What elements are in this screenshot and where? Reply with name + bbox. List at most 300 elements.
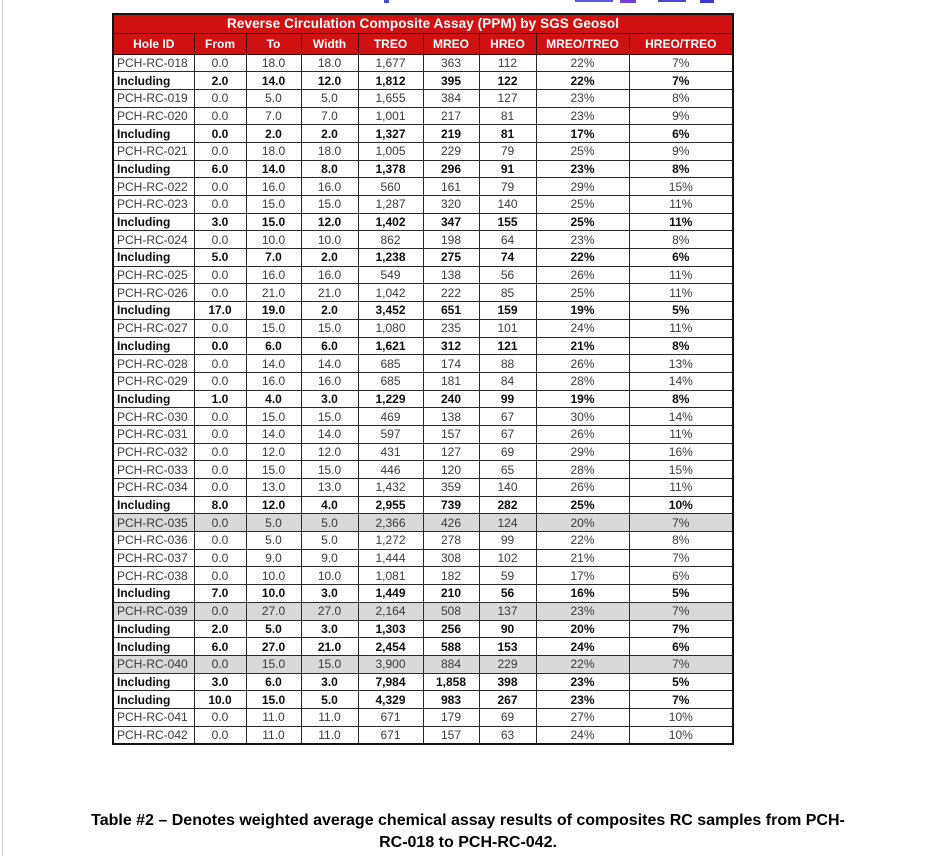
value-cell: 64 <box>479 231 536 249</box>
value-cell: 588 <box>423 638 479 656</box>
value-cell: 112 <box>479 54 536 72</box>
value-cell: 79 <box>479 178 536 196</box>
hole-id-cell: PCH-RC-040 <box>113 655 194 673</box>
value-cell: 1,080 <box>358 319 423 337</box>
value-cell: 27.0 <box>301 602 358 620</box>
table-row <box>113 691 733 709</box>
value-cell: 69 <box>479 708 536 726</box>
value-cell: 26% <box>536 479 629 497</box>
value-cell: 9.0 <box>301 549 358 567</box>
hole-id-cell: Including <box>113 72 194 90</box>
table-row <box>113 142 733 160</box>
value-cell: 308 <box>423 549 479 567</box>
value-cell: 0.0 <box>194 196 246 214</box>
cropped-text-artifact <box>658 0 686 2</box>
column-header-hole-id: Hole ID <box>113 33 194 54</box>
value-cell: 11.0 <box>246 708 301 726</box>
value-cell: 23% <box>536 602 629 620</box>
value-cell: 8.0 <box>194 496 246 514</box>
value-cell: 81 <box>479 107 536 125</box>
value-cell: 22% <box>536 54 629 72</box>
value-cell: 23% <box>536 107 629 125</box>
hole-id-cell: PCH-RC-029 <box>113 372 194 390</box>
value-cell: 1,238 <box>358 249 423 267</box>
value-cell: 8% <box>629 337 733 355</box>
value-cell: 1,812 <box>358 72 423 90</box>
value-cell: 398 <box>479 673 536 691</box>
hole-id-cell: PCH-RC-023 <box>113 196 194 214</box>
value-cell: 3,900 <box>358 655 423 673</box>
value-cell: 21% <box>536 337 629 355</box>
value-cell: 17% <box>536 125 629 143</box>
value-cell: 0.0 <box>194 355 246 373</box>
value-cell: 29% <box>536 443 629 461</box>
hole-id-cell: PCH-RC-025 <box>113 266 194 284</box>
value-cell: 12.0 <box>246 443 301 461</box>
value-cell: 6.0 <box>194 638 246 656</box>
table-row <box>113 213 733 231</box>
value-cell: 296 <box>423 160 479 178</box>
value-cell: 18.0 <box>301 142 358 160</box>
value-cell: 161 <box>423 178 479 196</box>
value-cell: 9% <box>629 107 733 125</box>
value-cell: 15% <box>629 461 733 479</box>
value-cell: 1,621 <box>358 337 423 355</box>
hole-id-cell: PCH-RC-019 <box>113 89 194 107</box>
hole-id-cell: Including <box>113 638 194 656</box>
value-cell: 11.0 <box>301 708 358 726</box>
value-cell: 26% <box>536 266 629 284</box>
value-cell: 5.0 <box>194 249 246 267</box>
value-cell: 671 <box>358 726 423 744</box>
value-cell: 347 <box>423 213 479 231</box>
table-row <box>113 337 733 355</box>
value-cell: 15.0 <box>301 196 358 214</box>
table-row <box>113 532 733 550</box>
value-cell: 1,229 <box>358 390 423 408</box>
value-cell: 384 <box>423 89 479 107</box>
value-cell: 25% <box>536 496 629 514</box>
value-cell: 18.0 <box>246 142 301 160</box>
value-cell: 5% <box>629 302 733 320</box>
column-header-treo: TREO <box>358 33 423 54</box>
value-cell: 22% <box>536 532 629 550</box>
value-cell: 99 <box>479 532 536 550</box>
hole-id-cell: PCH-RC-034 <box>113 479 194 497</box>
value-cell: 508 <box>423 602 479 620</box>
value-cell: 11% <box>629 425 733 443</box>
value-cell: 5.0 <box>246 514 301 532</box>
value-cell: 983 <box>423 691 479 709</box>
value-cell: 140 <box>479 196 536 214</box>
value-cell: 6% <box>629 125 733 143</box>
value-cell: 10% <box>629 726 733 744</box>
value-cell: 16.0 <box>246 178 301 196</box>
value-cell: 0.0 <box>194 408 246 426</box>
value-cell: 10.0 <box>301 231 358 249</box>
value-cell: 182 <box>423 567 479 585</box>
hole-id-cell: PCH-RC-035 <box>113 514 194 532</box>
value-cell: 2.0 <box>301 249 358 267</box>
value-cell: 11.0 <box>301 726 358 744</box>
value-cell: 217 <box>423 107 479 125</box>
value-cell: 15.0 <box>246 408 301 426</box>
value-cell: 7% <box>629 72 733 90</box>
value-cell: 27.0 <box>246 638 301 656</box>
value-cell: 69 <box>479 443 536 461</box>
value-cell: 65 <box>479 461 536 479</box>
table-row <box>113 355 733 373</box>
table-row <box>113 514 733 532</box>
value-cell: 127 <box>423 443 479 461</box>
value-cell: 99 <box>479 390 536 408</box>
value-cell: 5.0 <box>301 514 358 532</box>
value-cell: 157 <box>423 726 479 744</box>
value-cell: 10% <box>629 708 733 726</box>
value-cell: 84 <box>479 372 536 390</box>
value-cell: 549 <box>358 266 423 284</box>
table-row <box>113 390 733 408</box>
hole-id-cell: PCH-RC-039 <box>113 602 194 620</box>
value-cell: 23% <box>536 160 629 178</box>
hole-id-cell: PCH-RC-027 <box>113 319 194 337</box>
value-cell: 28% <box>536 372 629 390</box>
value-cell: 21% <box>536 549 629 567</box>
value-cell: 1,005 <box>358 142 423 160</box>
value-cell: 101 <box>479 319 536 337</box>
value-cell: 127 <box>479 89 536 107</box>
value-cell: 15% <box>629 178 733 196</box>
value-cell: 9% <box>629 142 733 160</box>
value-cell: 0.0 <box>194 319 246 337</box>
value-cell: 120 <box>423 461 479 479</box>
value-cell: 153 <box>479 638 536 656</box>
value-cell: 1,858 <box>423 673 479 691</box>
value-cell: 8.0 <box>301 160 358 178</box>
table-row <box>113 585 733 603</box>
hole-id-cell: PCH-RC-042 <box>113 726 194 744</box>
value-cell: 21.0 <box>246 284 301 302</box>
value-cell: 15.0 <box>301 655 358 673</box>
value-cell: 6.0 <box>246 337 301 355</box>
value-cell: 0.0 <box>194 125 246 143</box>
value-cell: 1,449 <box>358 585 423 603</box>
value-cell: 10.0 <box>194 691 246 709</box>
value-cell: 15.0 <box>301 408 358 426</box>
value-cell: 16.0 <box>246 266 301 284</box>
value-cell: 14% <box>629 408 733 426</box>
value-cell: 4.0 <box>246 390 301 408</box>
value-cell: 14.0 <box>246 425 301 443</box>
value-cell: 85 <box>479 284 536 302</box>
value-cell: 222 <box>423 284 479 302</box>
value-cell: 235 <box>423 319 479 337</box>
value-cell: 431 <box>358 443 423 461</box>
hole-id-cell: PCH-RC-031 <box>113 425 194 443</box>
table-row <box>113 54 733 72</box>
hole-id-cell: PCH-RC-018 <box>113 54 194 72</box>
value-cell: 282 <box>479 496 536 514</box>
column-header-row <box>113 33 733 54</box>
value-cell: 59 <box>479 567 536 585</box>
value-cell: 1,432 <box>358 479 423 497</box>
value-cell: 1,081 <box>358 567 423 585</box>
value-cell: 469 <box>358 408 423 426</box>
hole-id-cell: Including <box>113 160 194 178</box>
value-cell: 5.0 <box>246 89 301 107</box>
value-cell: 13.0 <box>246 479 301 497</box>
value-cell: 0.0 <box>194 425 246 443</box>
value-cell: 560 <box>358 178 423 196</box>
value-cell: 2,164 <box>358 602 423 620</box>
value-cell: 0.0 <box>194 461 246 479</box>
table-row <box>113 567 733 585</box>
table-row <box>113 196 733 214</box>
value-cell: 138 <box>423 266 479 284</box>
value-cell: 6.0 <box>194 160 246 178</box>
value-cell: 7.0 <box>246 107 301 125</box>
value-cell: 16.0 <box>301 266 358 284</box>
value-cell: 0.0 <box>194 142 246 160</box>
caption-line-1: Table #2 – Denotes weighted average chemical assay results of composites RC samples from PCH- <box>91 812 845 829</box>
hole-id-cell: Including <box>113 673 194 691</box>
value-cell: 5% <box>629 673 733 691</box>
value-cell: 3.0 <box>301 673 358 691</box>
hole-id-cell: PCH-RC-024 <box>113 231 194 249</box>
table-title: Reverse Circulation Composite Assay (PPM) by SGS Geosol <box>113 14 733 33</box>
value-cell: 7% <box>629 655 733 673</box>
value-cell: 0.0 <box>194 532 246 550</box>
value-cell: 1,655 <box>358 89 423 107</box>
value-cell: 1,327 <box>358 125 423 143</box>
value-cell: 19.0 <box>246 302 301 320</box>
value-cell: 15.0 <box>246 213 301 231</box>
value-cell: 19% <box>536 390 629 408</box>
value-cell: 13.0 <box>301 479 358 497</box>
value-cell: 275 <box>423 249 479 267</box>
column-header-mreo-treo: MREO/TREO <box>536 33 629 54</box>
value-cell: 22% <box>536 249 629 267</box>
value-cell: 6% <box>629 638 733 656</box>
table-row <box>113 655 733 673</box>
table-caption <box>0 810 936 853</box>
cropped-text-artifact <box>620 0 636 3</box>
table-row <box>113 302 733 320</box>
value-cell: 4,329 <box>358 691 423 709</box>
table-row <box>113 638 733 656</box>
table-row <box>113 231 733 249</box>
table-row <box>113 178 733 196</box>
value-cell: 14.0 <box>246 160 301 178</box>
value-cell: 0.0 <box>194 567 246 585</box>
value-cell: 122 <box>479 72 536 90</box>
value-cell: 1,272 <box>358 532 423 550</box>
value-cell: 5.0 <box>246 532 301 550</box>
value-cell: 90 <box>479 620 536 638</box>
value-cell: 27% <box>536 708 629 726</box>
hole-id-cell: PCH-RC-021 <box>113 142 194 160</box>
cropped-text-artifact <box>575 0 613 2</box>
value-cell: 267 <box>479 691 536 709</box>
value-cell: 140 <box>479 479 536 497</box>
column-header-hreo-treo: HREO/TREO <box>629 33 733 54</box>
hole-id-cell: Including <box>113 585 194 603</box>
value-cell: 12.0 <box>301 72 358 90</box>
value-cell: 67 <box>479 408 536 426</box>
value-cell: 10.0 <box>301 567 358 585</box>
value-cell: 5.0 <box>301 691 358 709</box>
value-cell: 15.0 <box>246 691 301 709</box>
value-cell: 25% <box>536 284 629 302</box>
value-cell: 446 <box>358 461 423 479</box>
table-row <box>113 425 733 443</box>
value-cell: 229 <box>479 655 536 673</box>
value-cell: 3.0 <box>301 585 358 603</box>
value-cell: 138 <box>423 408 479 426</box>
value-cell: 7% <box>629 549 733 567</box>
value-cell: 25% <box>536 213 629 231</box>
value-cell: 25% <box>536 142 629 160</box>
table-row <box>113 107 733 125</box>
column-header-from: From <box>194 33 246 54</box>
value-cell: 8% <box>629 532 733 550</box>
value-cell: 7,984 <box>358 673 423 691</box>
hole-id-cell: Including <box>113 691 194 709</box>
value-cell: 7.0 <box>246 249 301 267</box>
value-cell: 6.0 <box>246 673 301 691</box>
value-cell: 1,303 <box>358 620 423 638</box>
value-cell: 91 <box>479 160 536 178</box>
value-cell: 0.0 <box>194 107 246 125</box>
table-row <box>113 549 733 567</box>
value-cell: 21.0 <box>301 638 358 656</box>
value-cell: 15.0 <box>246 461 301 479</box>
hole-id-cell: Including <box>113 125 194 143</box>
value-cell: 10% <box>629 496 733 514</box>
value-cell: 5.0 <box>301 89 358 107</box>
value-cell: 10.0 <box>246 567 301 585</box>
value-cell: 155 <box>479 213 536 231</box>
value-cell: 7% <box>629 620 733 638</box>
value-cell: 7% <box>629 514 733 532</box>
value-cell: 210 <box>423 585 479 603</box>
value-cell: 181 <box>423 372 479 390</box>
value-cell: 0.0 <box>194 178 246 196</box>
value-cell: 30% <box>536 408 629 426</box>
page-left-border <box>2 0 3 856</box>
hole-id-cell: Including <box>113 249 194 267</box>
table-row <box>113 443 733 461</box>
value-cell: 19% <box>536 302 629 320</box>
value-cell: 198 <box>423 231 479 249</box>
value-cell: 11% <box>629 213 733 231</box>
hole-id-cell: PCH-RC-038 <box>113 567 194 585</box>
value-cell: 426 <box>423 514 479 532</box>
value-cell: 6% <box>629 249 733 267</box>
value-cell: 23% <box>536 691 629 709</box>
value-cell: 1,402 <box>358 213 423 231</box>
table-row <box>113 249 733 267</box>
value-cell: 1,287 <box>358 196 423 214</box>
assay-results-table <box>112 13 734 745</box>
value-cell: 10.0 <box>246 585 301 603</box>
value-cell: 16% <box>536 585 629 603</box>
table-row <box>113 461 733 479</box>
value-cell: 56 <box>479 585 536 603</box>
value-cell: 12.0 <box>246 496 301 514</box>
value-cell: 0.0 <box>194 479 246 497</box>
value-cell: 739 <box>423 496 479 514</box>
hole-id-cell: Including <box>113 337 194 355</box>
table-row <box>113 89 733 107</box>
value-cell: 2,955 <box>358 496 423 514</box>
value-cell: 2.0 <box>246 125 301 143</box>
value-cell: 0.0 <box>194 708 246 726</box>
value-cell: 15.0 <box>301 319 358 337</box>
value-cell: 0.0 <box>194 89 246 107</box>
value-cell: 1,001 <box>358 107 423 125</box>
value-cell: 124 <box>479 514 536 532</box>
value-cell: 685 <box>358 372 423 390</box>
value-cell: 0.0 <box>194 266 246 284</box>
table-row <box>113 602 733 620</box>
value-cell: 28% <box>536 461 629 479</box>
value-cell: 862 <box>358 231 423 249</box>
value-cell: 363 <box>423 54 479 72</box>
value-cell: 23% <box>536 673 629 691</box>
value-cell: 79 <box>479 142 536 160</box>
value-cell: 14.0 <box>246 72 301 90</box>
caption-line-2: RC-018 to PCH-RC-042. <box>379 833 557 851</box>
value-cell: 7.0 <box>301 107 358 125</box>
value-cell: 278 <box>423 532 479 550</box>
value-cell: 5.0 <box>246 620 301 638</box>
value-cell: 22% <box>536 72 629 90</box>
table-row <box>113 673 733 691</box>
value-cell: 1.0 <box>194 390 246 408</box>
value-cell: 14.0 <box>301 425 358 443</box>
table-title-row <box>113 14 733 33</box>
column-header-to: To <box>246 33 301 54</box>
value-cell: 0.0 <box>194 726 246 744</box>
value-cell: 137 <box>479 602 536 620</box>
value-cell: 14.0 <box>301 355 358 373</box>
value-cell: 0.0 <box>194 231 246 249</box>
value-cell: 5.0 <box>301 532 358 550</box>
value-cell: 651 <box>423 302 479 320</box>
value-cell: 16.0 <box>246 372 301 390</box>
value-cell: 74 <box>479 249 536 267</box>
value-cell: 15.0 <box>301 461 358 479</box>
value-cell: 0.0 <box>194 337 246 355</box>
value-cell: 229 <box>423 142 479 160</box>
value-cell: 179 <box>423 708 479 726</box>
value-cell: 63 <box>479 726 536 744</box>
value-cell: 8% <box>629 89 733 107</box>
value-cell: 3,452 <box>358 302 423 320</box>
hole-id-cell: PCH-RC-036 <box>113 532 194 550</box>
value-cell: 11% <box>629 319 733 337</box>
value-cell: 11% <box>629 479 733 497</box>
value-cell: 11% <box>629 284 733 302</box>
table-row <box>113 408 733 426</box>
value-cell: 6% <box>629 567 733 585</box>
column-header-hreo: HREO <box>479 33 536 54</box>
value-cell: 9.0 <box>246 549 301 567</box>
table-body <box>113 54 733 744</box>
hole-id-cell: PCH-RC-041 <box>113 708 194 726</box>
hole-id-cell: PCH-RC-030 <box>113 408 194 426</box>
